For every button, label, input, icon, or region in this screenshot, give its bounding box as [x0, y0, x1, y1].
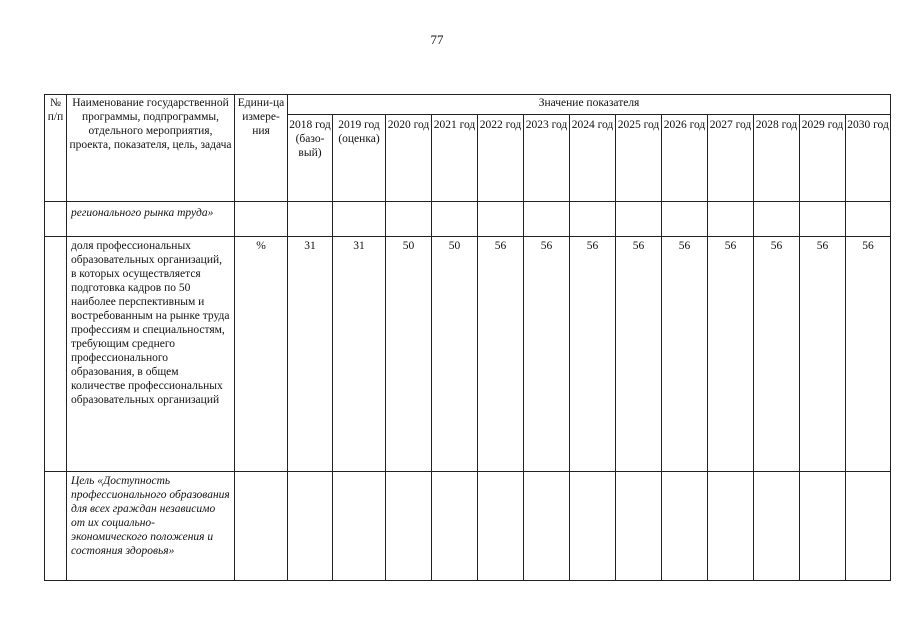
- header-year: 2019 год (оценка): [333, 115, 386, 202]
- row-value: 50: [432, 237, 478, 472]
- row-value: 50: [386, 237, 432, 472]
- row-value: [333, 472, 386, 581]
- row-value: [432, 472, 478, 581]
- row-value: [288, 202, 333, 237]
- table-row: [45, 202, 891, 237]
- header-year: 2025 год: [616, 115, 662, 202]
- header-year: 2030 год: [846, 115, 891, 202]
- header-year: 2028 год: [754, 115, 800, 202]
- row-value: [800, 202, 846, 237]
- header-year: 2021 год: [432, 115, 478, 202]
- row-value: [478, 202, 524, 237]
- row-number: [45, 472, 67, 581]
- row-value: 56: [800, 237, 846, 472]
- table-row: [45, 472, 891, 581]
- row-value: [616, 202, 662, 237]
- header-no: № п/п: [45, 95, 67, 202]
- row-value: 56: [754, 237, 800, 472]
- row-value: [754, 472, 800, 581]
- table-row: [45, 237, 891, 472]
- row-value: 56: [570, 237, 616, 472]
- row-unit: [235, 472, 288, 581]
- header-year: 2023 год: [524, 115, 570, 202]
- indicators-table: [44, 94, 891, 581]
- header-year: 2024 год: [570, 115, 616, 202]
- row-value: [616, 472, 662, 581]
- header-year: 2022 год: [478, 115, 524, 202]
- header-unit: Едини-ца измере-ния: [235, 95, 288, 202]
- row-value: [386, 202, 432, 237]
- row-value: [432, 202, 478, 237]
- row-value: [333, 202, 386, 237]
- header-year: 2029 год: [800, 115, 846, 202]
- row-value: [708, 472, 754, 581]
- row-value: [708, 202, 754, 237]
- row-value: 31: [333, 237, 386, 472]
- row-unit: %: [235, 237, 288, 472]
- header-year: 2026 год: [662, 115, 708, 202]
- row-name: Цель «Доступность профессионального образования для всех граждан независимо от их социально-экономического положения и состояния здоровья»: [67, 472, 235, 581]
- page-number: 77: [430, 32, 444, 47]
- row-value: [386, 472, 432, 581]
- row-value: [846, 472, 891, 581]
- row-value: [800, 472, 846, 581]
- row-value: [662, 202, 708, 237]
- row-value: [524, 202, 570, 237]
- row-value: [662, 472, 708, 581]
- row-value: 56: [478, 237, 524, 472]
- row-unit: [235, 202, 288, 237]
- row-number: [45, 202, 67, 237]
- row-value: 56: [846, 237, 891, 472]
- header-year: 2020 год: [386, 115, 432, 202]
- row-value: 56: [708, 237, 754, 472]
- row-value: [754, 202, 800, 237]
- header-name: Наименование государственной программы, подпрограммы, отдельного мероприятия, проекта, показателя, цель, задача: [67, 95, 235, 202]
- row-value: 56: [662, 237, 708, 472]
- row-value: [570, 472, 616, 581]
- row-value: 56: [616, 237, 662, 472]
- header-year: 2027 год: [708, 115, 754, 202]
- header-year: 2018 год (базо-вый): [288, 115, 333, 202]
- row-value: [524, 472, 570, 581]
- row-value: [478, 472, 524, 581]
- header-value: Значение показателя: [288, 95, 891, 115]
- row-value: 31: [288, 237, 333, 472]
- row-number: [45, 237, 67, 472]
- row-value: [288, 472, 333, 581]
- row-value: 56: [524, 237, 570, 472]
- row-name: доля профессиональных образовательных организаций, в которых осуществляется подготовка кадров по 50 наиболее перспективным и востребованным на рынке труда профессиям и специальностям, требующим среднего профессионального образования, в общем количестве профессиональных образовательных организаций: [67, 237, 235, 472]
- row-value: [846, 202, 891, 237]
- row-name: регионального рынка труда»: [67, 202, 235, 237]
- row-value: [570, 202, 616, 237]
